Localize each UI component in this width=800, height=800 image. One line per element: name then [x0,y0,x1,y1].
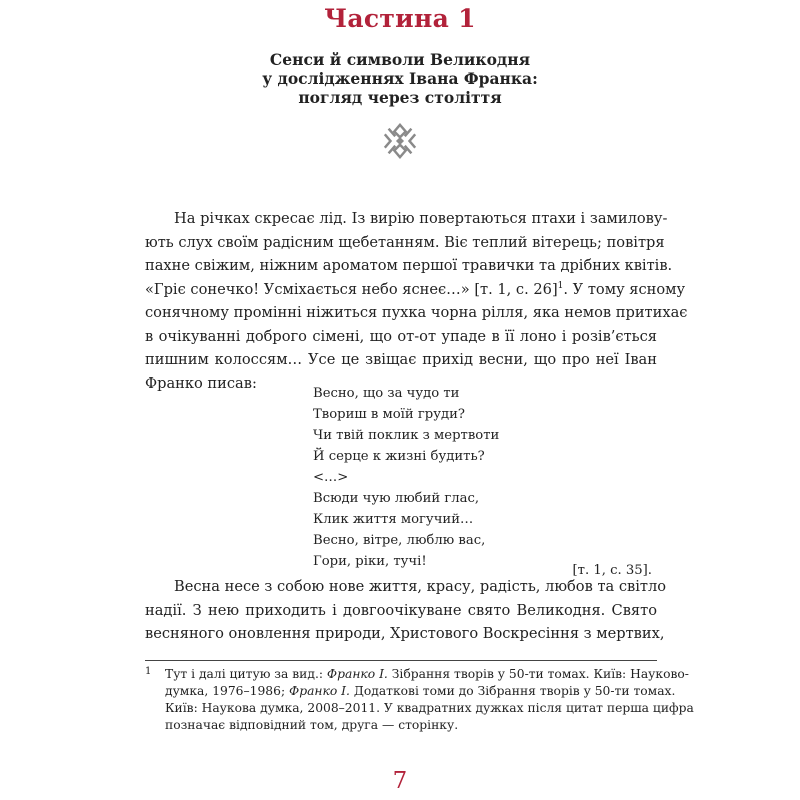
text-line: сонячному промінні ніжиться пухка чорна рілля, яка немов притихає [145,304,688,321]
footnote [145,666,694,734]
text-line: ють слух своїм радісним щебетанням. Віє теплий вітерець; повітря [145,233,665,251]
subtitle-line: у дослідженнях Івана Франка: [262,69,538,88]
poem-line: Весно, що за чудо ти [313,386,460,401]
poem-line: Клик життя могучий… [313,512,474,527]
footnote-text: думка, 1976–1986; [165,684,289,698]
paragraph-2 [145,575,667,646]
chapter-title: Частина 1 [324,4,476,33]
text-line: Весна несе з собою нове життя, красу, радість, любов та світло [174,578,667,595]
footnote-line: Київ: Наукова думка, 2008–2011. У квадратних дужках після цитат перша цифра [165,701,694,715]
footnote-line [165,666,689,683]
paragraph-1 [145,207,688,395]
text-line [145,278,686,302]
text-line: пишним колоссям… Усе це звіщає прихід весни, що про неї Іван [145,351,657,368]
quote-with-citation: «Гріє сонечко! Усміхається небо яснеє…» [т. 1, с. 26] [145,280,558,298]
text-line: Франко писав: [145,374,257,392]
poem-line: Чи твій поклик з мертвоти [313,428,500,443]
poem-line: <…> [313,470,349,485]
text-line: в очікуванні доброго сімені, що от-от упаде в її лоно і розів’ється [145,327,657,345]
text-line: весняного оновлення природи, Христового Воскресіння з мертвих, [145,625,665,642]
page-number: 7 [392,768,408,794]
footnote-mark: 1 [145,666,152,677]
subtitle-line: Сенси й символи Великодня [269,50,531,69]
footnote-line [165,683,676,700]
poem-line: Весно, вітре, люблю вас, [313,533,486,548]
footnote-author: Франко І. [326,667,388,681]
poem-quote [313,383,499,572]
poem-line: Гори, ріки, тучі! [313,554,427,569]
footnote-ref[interactable]: 1 [557,280,564,291]
footnote-text: Додаткові томи до Зібрання творів у 50-ти томах. [349,684,676,698]
footnote-divider [145,660,657,661]
text-line: На річках скресає лід. Із вирію повертаються птахи і замилову- [174,210,668,227]
chapter-subtitle [0,50,800,107]
text-fragment: . У тому ясному [563,280,686,298]
poem-line: Й серце к жизні будить? [313,449,485,464]
star-ornament-icon [381,122,419,160]
poem-line: Всюди чую любий глас, [313,491,480,506]
footnote-line: позначає відповідний том, друга — сторінку. [165,718,459,732]
poem-citation: [т. 1, с. 35]. [572,563,652,578]
text-line: пахне свіжим, ніжним ароматом першої травички та дрібних квітів. [145,257,673,274]
footnote-author: Франко І. [289,684,350,698]
poem-line: Твориш в моїй груди? [313,407,465,422]
footnote-text: Зібрання творів у 50-ти томах. Київ: Науково- [387,667,689,681]
footnote-text: Тут і далі цитую за вид.: [165,667,327,681]
text-line: надії. З нею приходить і довгоочікуване свято Великодня. Свято [145,601,657,619]
subtitle-line: погляд через століття [298,88,502,107]
